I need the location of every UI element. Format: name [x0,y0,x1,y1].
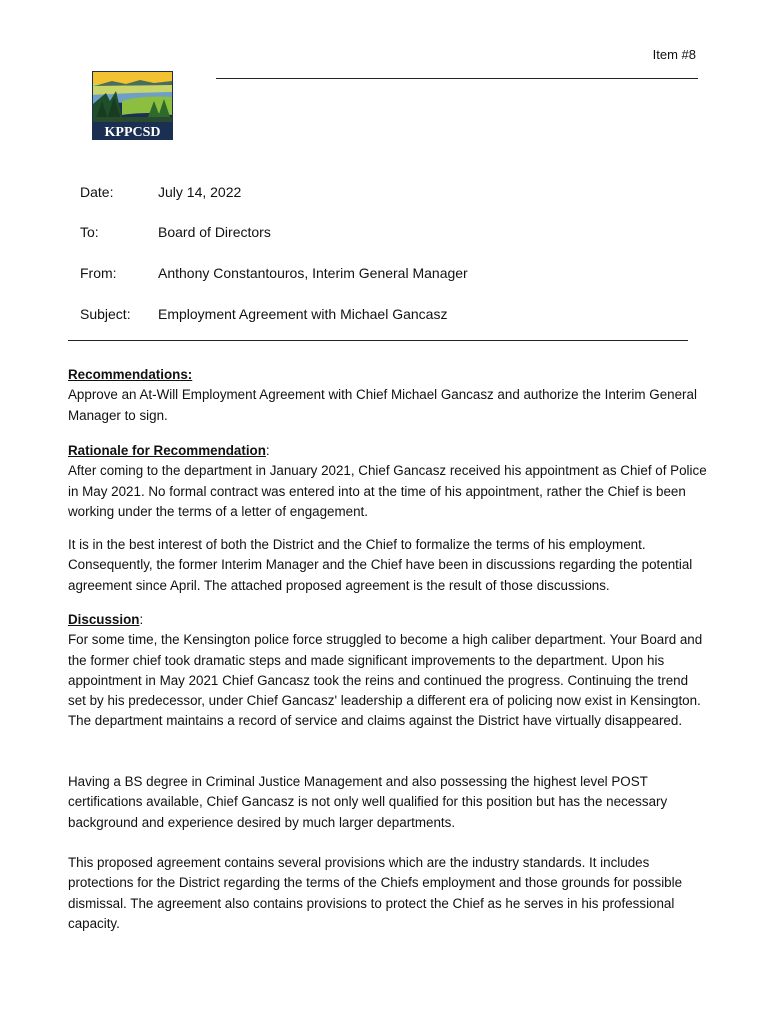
recommendations-section [68,365,708,426]
kppcsd-logo [92,71,173,140]
subject-value: Employment Agreement with Michael Gancasz [158,306,448,322]
from-label: From: [80,265,117,281]
discussion-paragraph-3-text: This proposed agreement contains several provisions which are the industry standards. It includes protections for the District regarding the terms of the Chiefs employment and those grounds for possible dismissal. The agreement also contains provisions to protect the Chief as he serves in his professional capacity. [68,855,683,931]
discussion-paragraph-3 [68,853,708,934]
discussion-paragraph-1: For some time, the Kensington police force struggled to become a high caliber department. Your Board and the former chief took dramatic steps and made significant improvements to the department. Upon his appointment in May 2021 Chief Gancasz took the reins and continued the progress. Continuing the trend set by his predecessor, under Chief Gancasz' leadership a different era of policing now exist in Kensington. The department maintains a record of service and claims against the District have virtually disappeared. [68,632,703,729]
to-value: Board of Directors [158,224,271,240]
item-number: Item #8 [652,47,696,62]
rationale-paragraph-2-text: It is in the best interest of both the District and the Chief to formalize the terms of his employment. Consequently, the former Interim Manager and the Chief have been in discussions regarding the potential agreement since April. The attached proposed agreement is the result of those discussions. [68,537,693,593]
subject-label: Subject: [80,306,131,322]
rationale-section: Rationale for Recommendation: After coming to the department in January 2021, Chief Gancasz received his appointment as Chief of Police in May 2021. No formal contract was entered into at the time of his appointment, rather the Chief is been working under the terms of a letter of engagement. [68,441,708,522]
from-value: Anthony Constantouros, Interim General Manager [158,265,468,281]
to-label: To: [80,224,99,240]
recommendations-heading: Recommendations: [68,367,193,382]
rationale-heading: Rationale for Recommendation [68,443,266,458]
subject-rule [68,340,688,341]
rationale-paragraph: After coming to the department in January 2021, Chief Gancasz received his appointment as Chief of Police in May 2021. No formal contract was entered into at the time of his appointment, rather the Chief is been working under the terms of a letter of engagement. [68,463,707,519]
date-value: July 14, 2022 [158,184,242,200]
discussion-paragraph-2-text: Having a BS degree in Criminal Justice Management and also possessing the highest level POST certifications available, Chief Gancasz is not only well qualified for this position but has the necessary background and experience desired by much larger departments. [68,774,668,830]
logo-text: KPPCSD [104,125,161,140]
discussion-heading: Discussion [68,612,140,627]
header-rule [216,78,698,79]
recommendations-text: Approve an At-Will Employment Agreement with Chief Michael Gancasz and authorize the Interim General Manager to sign. [68,387,697,423]
date-label: Date: [80,184,114,200]
rationale-paragraph-2 [68,535,708,596]
discussion-paragraph-2 [68,772,708,833]
discussion-section: Discussion: For some time, the Kensington police force struggled to become a high caliber department. Your Board and the former chief took dramatic steps and made significant improvements to the department. Upon his appointment in May 2021 Chief Gancasz took the reins and continued the progress. Continuing the trend set by his predecessor, under Chief Gancasz' leadership a different era of policing now exist in Kensington. The department maintains a record of service and claims against the District have virtually disappeared. [68,610,708,732]
